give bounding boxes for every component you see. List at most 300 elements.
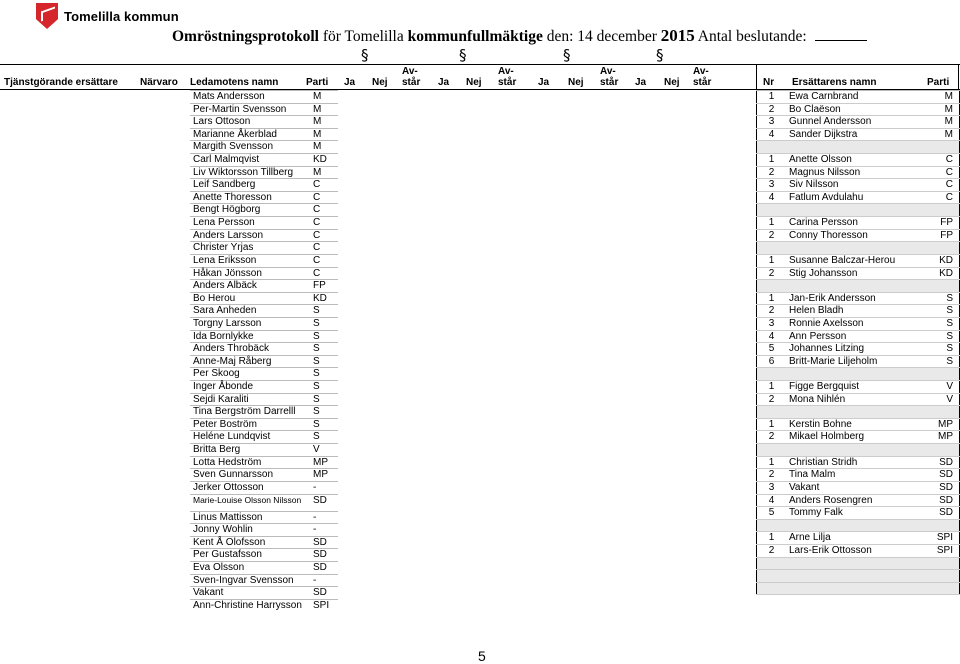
separator-cell — [786, 280, 915, 293]
substitute-nr: 6 — [757, 355, 787, 368]
member-party: S — [310, 418, 338, 431]
substitute-row — [757, 179, 960, 192]
separator-cell — [757, 280, 787, 293]
member-party: S — [310, 406, 338, 419]
substitute-nr: 2 — [757, 229, 787, 242]
substitute-row — [757, 166, 960, 179]
col-avstar-2: Av- står — [498, 66, 517, 88]
page-number: 5 — [478, 648, 486, 664]
substitute-party: M — [915, 103, 959, 116]
separator-cell — [757, 444, 787, 457]
substitute-nr: 3 — [757, 116, 787, 129]
member-name: Carl Malmqvist — [190, 154, 310, 167]
member-party: V — [310, 444, 338, 457]
member-name: Marie-Louise Olsson Nilsson — [190, 494, 310, 511]
member-name: Christer Yrjas — [190, 242, 310, 255]
substitute-name: Jan-Erik Andersson — [786, 292, 915, 305]
member-name: Anette Thoresson — [190, 191, 310, 204]
substitute-name: Mikael Holmberg — [786, 431, 915, 444]
member-row — [190, 481, 338, 494]
member-name: Bo Herou — [190, 292, 310, 305]
col-narvaro: Närvaro — [140, 77, 178, 88]
substitute-party: KD — [915, 254, 959, 267]
col-avstar-4: Av- står — [693, 66, 712, 88]
substitute-row — [757, 532, 960, 545]
separator-cell — [757, 242, 787, 255]
substitute-party: M — [915, 91, 959, 104]
member-row — [190, 381, 338, 394]
separator-cell — [786, 519, 915, 532]
member-party: SD — [310, 536, 338, 549]
logo-text: Tomelilla kommun — [64, 8, 179, 24]
member-party: SD — [310, 549, 338, 562]
member-name: Tina Bergström Darrelll — [190, 406, 310, 419]
substitute-nr: 5 — [757, 507, 787, 520]
substitute-row — [757, 381, 960, 394]
member-name: Anders Larsson — [190, 229, 310, 242]
member-row — [190, 166, 338, 179]
substitute-name: Britt-Marie Liljeholm — [786, 355, 915, 368]
substitute-name: Ann Persson — [786, 330, 915, 343]
paragraph-symbol-4: § — [656, 46, 664, 64]
member-row — [190, 561, 338, 574]
logo — [36, 3, 179, 29]
separator-cell — [786, 242, 915, 255]
substitute-name: Johannes Litzing — [786, 343, 915, 356]
member-name: Per-Martin Svensson — [190, 103, 310, 116]
member-row — [190, 91, 338, 104]
substitute-name: Lars-Erik Ottosson — [786, 544, 915, 557]
substitute-nr: 2 — [757, 544, 787, 557]
paragraph-symbol-2: § — [459, 46, 467, 64]
member-name: Per Skoog — [190, 368, 310, 381]
substitute-row — [757, 494, 960, 507]
member-party: S — [310, 355, 338, 368]
member-name: Britta Berg — [190, 444, 310, 457]
member-row — [190, 242, 338, 255]
substitutes-table — [756, 90, 960, 595]
member-row — [190, 549, 338, 562]
substitute-name: Anette Olsson — [786, 154, 915, 167]
separator-cell — [786, 570, 915, 583]
substitute-party: V — [915, 393, 959, 406]
member-row — [190, 444, 338, 457]
substitute-nr: 4 — [757, 128, 787, 141]
member-party: S — [310, 381, 338, 394]
col-avstar-3: Av- står — [600, 66, 619, 88]
separator-cell — [915, 519, 959, 532]
substitute-nr: 1 — [757, 254, 787, 267]
member-name: Linus Mattisson — [190, 511, 310, 524]
member-name: Ann-Christine Harrysson — [190, 599, 310, 611]
member-name: Eva Olsson — [190, 561, 310, 574]
substitute-nr: 2 — [757, 431, 787, 444]
member-party: S — [310, 317, 338, 330]
group-separator — [757, 141, 960, 154]
col-parti: Parti — [306, 77, 329, 88]
substitute-nr: 1 — [757, 217, 787, 230]
substitute-nr: 1 — [757, 532, 787, 545]
group-separator — [757, 444, 960, 457]
substitute-nr: 5 — [757, 343, 787, 356]
substitute-row — [757, 91, 960, 104]
member-row — [190, 406, 338, 419]
member-row — [190, 393, 338, 406]
substitute-party: FP — [915, 217, 959, 230]
separator-cell — [915, 368, 959, 381]
substitute-party: C — [915, 191, 959, 204]
substitute-name: Siv Nilsson — [786, 179, 915, 192]
member-party: SD — [310, 587, 338, 600]
member-party: - — [310, 524, 338, 537]
substitute-name: Arne Lilja — [786, 532, 915, 545]
member-party: M — [310, 116, 338, 129]
title-count-label: Antal beslutande: — [694, 28, 811, 45]
member-party: S — [310, 431, 338, 444]
member-party: S — [310, 393, 338, 406]
member-party: S — [310, 305, 338, 318]
substitute-row — [757, 343, 960, 356]
separator-cell — [915, 582, 959, 595]
substitute-party: KD — [915, 267, 959, 280]
member-party: FP — [310, 280, 338, 293]
member-row — [190, 217, 338, 230]
member-party: M — [310, 103, 338, 116]
substitute-row — [757, 544, 960, 557]
separator-cell — [915, 141, 959, 154]
substitute-name: Fatlum Avdulahu — [786, 191, 915, 204]
member-name: Peter Boström — [190, 418, 310, 431]
member-name: Jonny Wohlin — [190, 524, 310, 537]
member-row — [190, 292, 338, 305]
col-ledamot: Ledamotens namn — [190, 77, 279, 88]
substitute-row — [757, 481, 960, 494]
separator-cell — [757, 204, 787, 217]
separator-cell — [915, 570, 959, 583]
substitute-name: Carina Persson — [786, 217, 915, 230]
member-row — [190, 599, 338, 611]
group-separator — [757, 280, 960, 293]
substitute-row — [757, 355, 960, 368]
member-row — [190, 154, 338, 167]
member-name: Jerker Ottosson — [190, 481, 310, 494]
substitute-party: S — [915, 355, 959, 368]
page-title — [172, 26, 867, 46]
substitute-nr: 4 — [757, 191, 787, 204]
col-tjanstgorande: Tjänstgörande ersättare — [4, 77, 118, 88]
substitute-nr: 2 — [757, 103, 787, 116]
substitute-party: S — [915, 292, 959, 305]
group-separator — [757, 519, 960, 532]
member-name: Lars Ottoson — [190, 116, 310, 129]
substitute-party: MP — [915, 431, 959, 444]
col-nej-1: Nej — [372, 77, 388, 88]
substitute-row — [757, 116, 960, 129]
substitute-name: Christian Stridh — [786, 456, 915, 469]
substitute-nr: 1 — [757, 292, 787, 305]
col-ja-4: Ja — [635, 77, 647, 88]
member-row — [190, 536, 338, 549]
substitute-row — [757, 393, 960, 406]
substitute-name: Gunnel Andersson — [786, 116, 915, 129]
member-party: M — [310, 141, 338, 154]
title-for: för Tomelilla — [319, 28, 408, 45]
paragraph-symbol-3: § — [563, 46, 571, 64]
member-row — [190, 305, 338, 318]
separator-cell — [915, 242, 959, 255]
member-party: C — [310, 242, 338, 255]
member-row — [190, 116, 338, 129]
substitute-name: Figge Bergquist — [786, 381, 915, 394]
member-party: C — [310, 191, 338, 204]
member-party: S — [310, 368, 338, 381]
member-name: Liv Wiktorsson Tillberg — [190, 166, 310, 179]
substitute-party: SPI — [915, 532, 959, 545]
substitute-row — [757, 217, 960, 230]
substitute-name: Vakant — [786, 481, 915, 494]
member-name: Sven Gunnarsson — [190, 469, 310, 482]
separator-cell — [915, 557, 959, 570]
member-row — [190, 494, 338, 511]
member-row — [190, 574, 338, 587]
member-party: C — [310, 267, 338, 280]
col-nej-3: Nej — [568, 77, 584, 88]
separator-cell — [757, 141, 787, 154]
member-name: Kent Å Olofsson — [190, 536, 310, 549]
member-name: Sejdi Karaliti — [190, 393, 310, 406]
member-party: - — [310, 511, 338, 524]
member-name: Mats Andersson — [190, 91, 310, 104]
substitute-name: Sander Dijkstra — [786, 128, 915, 141]
member-name: Lotta Hedström — [190, 456, 310, 469]
member-name: Bengt Högborg — [190, 204, 310, 217]
member-name: Leif Sandberg — [190, 179, 310, 192]
substitute-name: Tina Malm — [786, 469, 915, 482]
separator-cell — [757, 570, 787, 583]
member-row — [190, 330, 338, 343]
member-name: Vakant — [190, 587, 310, 600]
substitute-row — [757, 431, 960, 444]
member-party: C — [310, 204, 338, 217]
substitute-party: M — [915, 128, 959, 141]
substitute-row — [757, 292, 960, 305]
substitute-nr: 2 — [757, 305, 787, 318]
substitute-party: S — [915, 317, 959, 330]
member-row — [190, 141, 338, 154]
substitute-nr: 4 — [757, 494, 787, 507]
count-blank[interactable] — [815, 40, 867, 41]
member-party: M — [310, 128, 338, 141]
substitute-party: V — [915, 381, 959, 394]
substitute-row — [757, 305, 960, 318]
member-row — [190, 191, 338, 204]
member-name: Torgny Larsson — [190, 317, 310, 330]
member-row — [190, 317, 338, 330]
substitute-row — [757, 507, 960, 520]
col-ersattare: Ersättarens namn — [792, 77, 877, 88]
substitute-party: FP — [915, 229, 959, 242]
substitute-party: C — [915, 154, 959, 167]
member-party: SPI — [310, 599, 338, 611]
substitute-nr: 1 — [757, 91, 787, 104]
substitute-nr: 2 — [757, 469, 787, 482]
title-body: kommunfullmäktige — [407, 28, 543, 45]
separator-cell — [915, 204, 959, 217]
member-name: Marianne Åkerblad — [190, 128, 310, 141]
substitute-name: Conny Thoresson — [786, 229, 915, 242]
substitute-party: SD — [915, 469, 959, 482]
substitute-name: Susanne Balczar-Herou — [786, 254, 915, 267]
member-name: Anders Albäck — [190, 280, 310, 293]
separator-cell — [757, 557, 787, 570]
substitute-row — [757, 103, 960, 116]
separator-cell — [786, 368, 915, 381]
substitute-party: SD — [915, 507, 959, 520]
member-row — [190, 103, 338, 116]
member-row — [190, 431, 338, 444]
member-name: Håkan Jönsson — [190, 267, 310, 280]
substitute-row — [757, 418, 960, 431]
substitute-row — [757, 229, 960, 242]
substitute-name: Anders Rosengren — [786, 494, 915, 507]
separator-cell — [786, 582, 915, 595]
member-name: Inger Åbonde — [190, 381, 310, 394]
substitute-row — [757, 469, 960, 482]
substitute-party: MP — [915, 418, 959, 431]
member-name: Sven-Ingvar Svensson — [190, 574, 310, 587]
member-name: Margith Svensson — [190, 141, 310, 154]
separator-cell — [786, 444, 915, 457]
paragraph-symbol-1: § — [361, 46, 369, 64]
title-protocol: Omröstningsprotokoll — [172, 28, 319, 45]
substitute-name: Tommy Falk — [786, 507, 915, 520]
member-name: Heléne Lundqvist — [190, 431, 310, 444]
substitute-nr: 1 — [757, 418, 787, 431]
separator-cell — [786, 204, 915, 217]
member-party: - — [310, 574, 338, 587]
group-separator — [757, 570, 960, 583]
col-nej-4: Nej — [664, 77, 680, 88]
separator-cell — [757, 519, 787, 532]
member-row — [190, 343, 338, 356]
col-ja-1: Ja — [344, 77, 356, 88]
member-party: S — [310, 343, 338, 356]
substitute-name: Ronnie Axelsson — [786, 317, 915, 330]
member-name: Anders Throbäck — [190, 343, 310, 356]
group-separator — [757, 368, 960, 381]
group-separator — [757, 242, 960, 255]
substitute-row — [757, 330, 960, 343]
member-party: SD — [310, 561, 338, 574]
substitute-party: S — [915, 305, 959, 318]
table-header — [0, 64, 960, 90]
col-ja-2: Ja — [438, 77, 450, 88]
member-party: C — [310, 254, 338, 267]
group-separator — [757, 406, 960, 419]
member-name: Sara Anheden — [190, 305, 310, 318]
substitute-nr: 4 — [757, 330, 787, 343]
separator-cell — [757, 582, 787, 595]
col-avstar-1: Av- står — [402, 66, 421, 88]
member-party: KD — [310, 292, 338, 305]
substitute-nr: 1 — [757, 154, 787, 167]
substitute-name: Magnus Nilsson — [786, 166, 915, 179]
member-row — [190, 267, 338, 280]
separator-cell — [915, 444, 959, 457]
member-party: M — [310, 91, 338, 104]
substitute-nr: 2 — [757, 267, 787, 280]
title-date: den: 14 december — [542, 28, 661, 45]
substitute-nr: 3 — [757, 481, 787, 494]
member-party: C — [310, 217, 338, 230]
group-separator — [757, 582, 960, 595]
substitute-name: Stig Johansson — [786, 267, 915, 280]
group-separator — [757, 557, 960, 570]
substitute-nr: 2 — [757, 166, 787, 179]
substitute-name: Helen Bladh — [786, 305, 915, 318]
substitute-nr: 3 — [757, 179, 787, 192]
substitute-party: C — [915, 166, 959, 179]
member-party: C — [310, 229, 338, 242]
separator-cell — [915, 406, 959, 419]
member-party: C — [310, 179, 338, 192]
member-row — [190, 469, 338, 482]
substitute-row — [757, 317, 960, 330]
separator-cell — [757, 406, 787, 419]
group-separator — [757, 204, 960, 217]
member-name: Ida Bornlykke — [190, 330, 310, 343]
separator-cell — [786, 141, 915, 154]
substitute-nr: 2 — [757, 393, 787, 406]
substitute-row — [757, 154, 960, 167]
member-row — [190, 368, 338, 381]
member-row — [190, 280, 338, 293]
substitute-row — [757, 128, 960, 141]
substitute-name: Mona Nihlén — [786, 393, 915, 406]
member-row — [190, 179, 338, 192]
sub-header-left-border — [756, 64, 757, 90]
member-row — [190, 418, 338, 431]
member-row — [190, 456, 338, 469]
member-row — [190, 524, 338, 537]
substitute-party: C — [915, 179, 959, 192]
col-nej-2: Nej — [466, 77, 482, 88]
substitute-row — [757, 191, 960, 204]
substitute-row — [757, 254, 960, 267]
member-party: KD — [310, 154, 338, 167]
title-year: 2015 — [660, 26, 695, 45]
member-row — [190, 355, 338, 368]
member-row — [190, 587, 338, 600]
member-party: MP — [310, 456, 338, 469]
substitute-party: SD — [915, 481, 959, 494]
substitute-party: SPI — [915, 544, 959, 557]
substitute-name: Ewa Carnbrand — [786, 91, 915, 104]
substitute-name: Bo Claëson — [786, 103, 915, 116]
member-name: Lena Eriksson — [190, 254, 310, 267]
member-party: S — [310, 330, 338, 343]
member-name: Per Gustafsson — [190, 549, 310, 562]
col-ja-3: Ja — [538, 77, 550, 88]
member-party: MP — [310, 469, 338, 482]
substitute-nr: 1 — [757, 456, 787, 469]
substitute-name: Kerstin Bohne — [786, 418, 915, 431]
member-party: M — [310, 166, 338, 179]
separator-cell — [786, 557, 915, 570]
substitute-party: SD — [915, 494, 959, 507]
separator-cell — [786, 406, 915, 419]
member-party: - — [310, 481, 338, 494]
